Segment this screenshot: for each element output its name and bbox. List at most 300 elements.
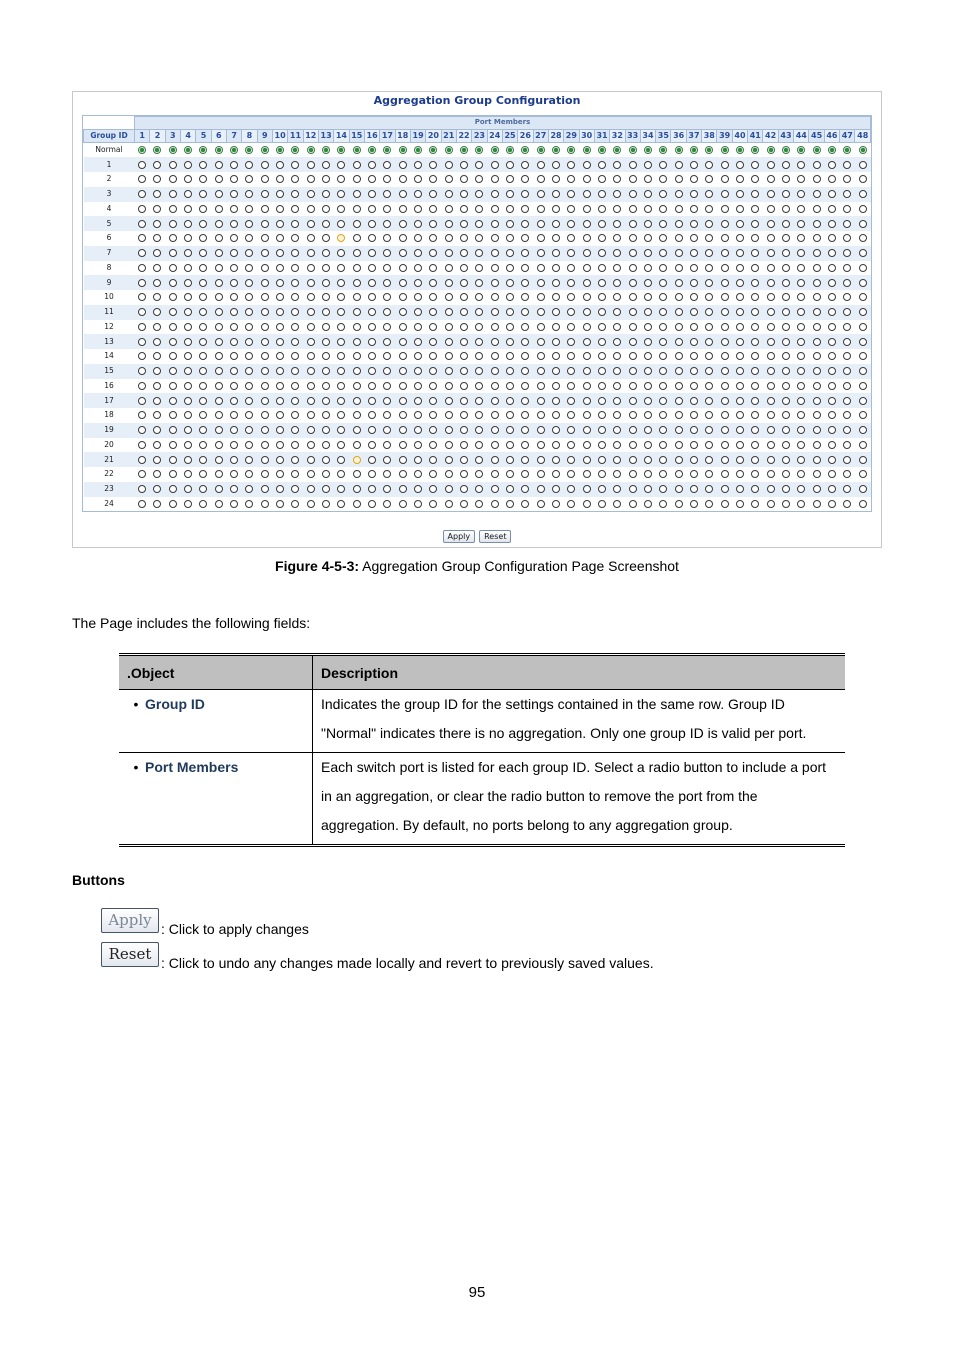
port-member-radio[interactable] xyxy=(583,190,591,198)
port-member-radio[interactable] xyxy=(245,175,253,183)
port-member-radio[interactable] xyxy=(690,308,698,316)
port-member-radio[interactable] xyxy=(521,161,529,169)
port-member-radio[interactable] xyxy=(859,338,867,346)
port-member-radio[interactable] xyxy=(230,234,238,242)
port-member-radio[interactable] xyxy=(767,456,775,464)
port-member-radio[interactable] xyxy=(813,397,821,405)
port-member-radio[interactable] xyxy=(521,426,529,434)
port-member-radio[interactable] xyxy=(414,382,422,390)
port-member-radio[interactable] xyxy=(644,470,652,478)
port-member-radio[interactable] xyxy=(598,323,606,331)
port-member-radio[interactable] xyxy=(690,190,698,198)
port-member-radio[interactable] xyxy=(598,367,606,375)
port-member-radio[interactable] xyxy=(721,279,729,287)
port-member-radio[interactable] xyxy=(537,411,545,419)
port-member-radio[interactable] xyxy=(460,352,468,360)
port-member-radio[interactable] xyxy=(138,175,146,183)
port-member-radio[interactable] xyxy=(337,190,345,198)
port-member-radio[interactable] xyxy=(138,220,146,228)
port-member-radio[interactable] xyxy=(583,367,591,375)
port-member-radio[interactable] xyxy=(613,293,621,301)
port-member-radio[interactable] xyxy=(828,175,836,183)
port-member-radio[interactable] xyxy=(506,411,514,419)
port-member-radio[interactable] xyxy=(383,367,391,375)
port-member-radio[interactable] xyxy=(552,397,560,405)
port-member-radio[interactable] xyxy=(337,456,345,464)
port-member-radio[interactable] xyxy=(445,382,453,390)
port-member-radio[interactable] xyxy=(782,308,790,316)
port-member-radio[interactable] xyxy=(460,367,468,375)
port-member-radio[interactable] xyxy=(169,485,177,493)
port-member-radio[interactable] xyxy=(828,234,836,242)
port-member-radio[interactable] xyxy=(813,352,821,360)
port-member-radio[interactable] xyxy=(675,426,683,434)
port-member-radio[interactable] xyxy=(460,382,468,390)
port-member-radio[interactable] xyxy=(291,220,299,228)
port-member-radio[interactable] xyxy=(506,161,514,169)
port-member-radio[interactable] xyxy=(337,308,345,316)
port-member-radio[interactable] xyxy=(782,397,790,405)
port-member-radio[interactable] xyxy=(613,382,621,390)
port-member-radio[interactable] xyxy=(797,470,805,478)
port-member-radio[interactable] xyxy=(567,175,575,183)
port-member-radio[interactable] xyxy=(322,293,330,301)
port-member-radio[interactable] xyxy=(245,352,253,360)
port-member-radio[interactable] xyxy=(552,264,560,272)
port-member-radio[interactable] xyxy=(813,308,821,316)
port-member-radio[interactable] xyxy=(414,397,422,405)
port-member-radio[interactable] xyxy=(629,279,637,287)
screenshot-apply-button[interactable]: Apply xyxy=(443,530,476,543)
port-member-radio[interactable] xyxy=(491,426,499,434)
port-member-radio[interactable] xyxy=(261,175,269,183)
port-member-radio[interactable] xyxy=(353,411,361,419)
port-member-radio[interactable] xyxy=(460,234,468,242)
port-member-radio[interactable] xyxy=(322,426,330,434)
port-member-radio[interactable] xyxy=(153,352,161,360)
port-member-radio[interactable] xyxy=(184,338,192,346)
port-member-radio[interactable] xyxy=(675,441,683,449)
port-member-radio[interactable] xyxy=(169,220,177,228)
port-member-radio[interactable] xyxy=(199,205,207,213)
port-member-radio[interactable] xyxy=(521,456,529,464)
port-member-radio[interactable] xyxy=(552,323,560,331)
port-member-radio[interactable] xyxy=(705,411,713,419)
port-member-radio[interactable] xyxy=(828,397,836,405)
port-member-radio[interactable] xyxy=(261,485,269,493)
port-member-radio[interactable] xyxy=(307,279,315,287)
port-member-radio[interactable] xyxy=(721,308,729,316)
port-member-radio[interactable] xyxy=(169,382,177,390)
port-member-radio[interactable] xyxy=(491,161,499,169)
port-member-radio[interactable] xyxy=(813,249,821,257)
port-member-radio[interactable] xyxy=(659,190,667,198)
port-member-radio[interactable] xyxy=(598,500,606,508)
port-member-radio[interactable] xyxy=(843,456,851,464)
port-member-radio[interactable] xyxy=(276,500,284,508)
port-member-radio[interactable] xyxy=(215,485,223,493)
port-member-radio[interactable] xyxy=(721,397,729,405)
port-member-radio[interactable] xyxy=(767,308,775,316)
port-member-radio[interactable] xyxy=(751,367,759,375)
port-member-radio[interactable] xyxy=(276,485,284,493)
port-member-radio[interactable] xyxy=(736,308,744,316)
port-member-radio[interactable] xyxy=(475,456,483,464)
port-member-radio[interactable] xyxy=(736,352,744,360)
port-member-radio[interactable] xyxy=(521,220,529,228)
port-member-radio[interactable] xyxy=(552,500,560,508)
port-member-radio[interactable] xyxy=(215,338,223,346)
port-member-radio[interactable] xyxy=(276,456,284,464)
port-member-radio[interactable] xyxy=(843,397,851,405)
port-member-radio[interactable] xyxy=(721,456,729,464)
port-member-radio[interactable] xyxy=(153,264,161,272)
port-member-radio[interactable] xyxy=(644,338,652,346)
port-member-radio[interactable] xyxy=(460,220,468,228)
port-member-radio[interactable] xyxy=(629,441,637,449)
port-member-radio[interactable] xyxy=(322,190,330,198)
port-member-radio[interactable] xyxy=(399,234,407,242)
port-member-radio[interactable] xyxy=(322,456,330,464)
port-member-radio[interactable] xyxy=(644,146,652,154)
port-member-radio[interactable] xyxy=(276,441,284,449)
port-member-radio[interactable] xyxy=(506,382,514,390)
port-member-radio[interactable] xyxy=(261,249,269,257)
port-member-radio[interactable] xyxy=(767,500,775,508)
port-member-radio[interactable] xyxy=(445,367,453,375)
port-member-radio[interactable] xyxy=(690,441,698,449)
port-member-radio[interactable] xyxy=(353,367,361,375)
port-member-radio[interactable] xyxy=(736,190,744,198)
port-member-radio[interactable] xyxy=(506,220,514,228)
port-member-radio[interactable] xyxy=(138,456,146,464)
port-member-radio[interactable] xyxy=(567,234,575,242)
port-member-radio[interactable] xyxy=(721,441,729,449)
port-member-radio[interactable] xyxy=(184,397,192,405)
port-member-radio[interactable] xyxy=(583,264,591,272)
port-member-radio[interactable] xyxy=(230,397,238,405)
port-member-radio[interactable] xyxy=(613,397,621,405)
port-member-radio[interactable] xyxy=(613,264,621,272)
port-member-radio[interactable] xyxy=(552,249,560,257)
port-member-radio[interactable] xyxy=(736,338,744,346)
port-member-radio[interactable] xyxy=(644,352,652,360)
port-member-radio[interactable] xyxy=(552,205,560,213)
port-member-radio[interactable] xyxy=(859,441,867,449)
port-member-radio[interactable] xyxy=(307,426,315,434)
port-member-radio[interactable] xyxy=(215,146,223,154)
port-member-radio[interactable] xyxy=(598,338,606,346)
port-member-radio[interactable] xyxy=(322,279,330,287)
port-member-radio[interactable] xyxy=(261,397,269,405)
port-member-radio[interactable] xyxy=(797,441,805,449)
port-member-radio[interactable] xyxy=(368,161,376,169)
port-member-radio[interactable] xyxy=(675,485,683,493)
port-member-radio[interactable] xyxy=(353,323,361,331)
port-member-radio[interactable] xyxy=(629,397,637,405)
port-member-radio[interactable] xyxy=(828,470,836,478)
port-member-radio[interactable] xyxy=(751,338,759,346)
port-member-radio[interactable] xyxy=(429,367,437,375)
port-member-radio[interactable] xyxy=(843,308,851,316)
port-member-radio[interactable] xyxy=(552,293,560,301)
port-member-radio[interactable] xyxy=(598,308,606,316)
port-member-radio[interactable] xyxy=(828,279,836,287)
port-member-radio[interactable] xyxy=(245,279,253,287)
port-member-radio[interactable] xyxy=(797,397,805,405)
port-member-radio[interactable] xyxy=(245,190,253,198)
port-member-radio[interactable] xyxy=(368,190,376,198)
port-member-radio[interactable] xyxy=(567,190,575,198)
port-member-radio[interactable] xyxy=(399,456,407,464)
port-member-radio[interactable] xyxy=(797,190,805,198)
port-member-radio[interactable] xyxy=(583,456,591,464)
port-member-radio[interactable] xyxy=(230,264,238,272)
port-member-radio[interactable] xyxy=(261,367,269,375)
port-member-radio[interactable] xyxy=(475,338,483,346)
port-member-radio[interactable] xyxy=(506,264,514,272)
port-member-radio[interactable] xyxy=(337,279,345,287)
port-member-radio[interactable] xyxy=(598,382,606,390)
port-member-radio[interactable] xyxy=(828,146,836,154)
port-member-radio[interactable] xyxy=(506,367,514,375)
port-member-radio[interactable] xyxy=(537,352,545,360)
port-member-radio[interactable] xyxy=(138,249,146,257)
port-member-radio[interactable] xyxy=(337,411,345,419)
port-member-radio[interactable] xyxy=(276,411,284,419)
port-member-radio[interactable] xyxy=(138,205,146,213)
port-member-radio[interactable] xyxy=(307,249,315,257)
port-member-radio[interactable] xyxy=(307,220,315,228)
port-member-radio[interactable] xyxy=(353,352,361,360)
port-member-radio[interactable] xyxy=(705,338,713,346)
port-member-radio[interactable] xyxy=(307,367,315,375)
port-member-radio[interactable] xyxy=(644,175,652,183)
port-member-radio[interactable] xyxy=(245,234,253,242)
port-member-radio[interactable] xyxy=(629,411,637,419)
port-member-radio[interactable] xyxy=(828,308,836,316)
port-member-radio[interactable] xyxy=(521,338,529,346)
port-member-radio[interactable] xyxy=(813,426,821,434)
port-member-radio[interactable] xyxy=(629,161,637,169)
port-member-radio[interactable] xyxy=(521,382,529,390)
port-member-radio[interactable] xyxy=(567,426,575,434)
port-member-radio[interactable] xyxy=(552,279,560,287)
port-member-radio[interactable] xyxy=(859,352,867,360)
port-member-radio[interactable] xyxy=(230,293,238,301)
port-member-radio[interactable] xyxy=(399,485,407,493)
port-member-radio[interactable] xyxy=(552,352,560,360)
port-member-radio[interactable] xyxy=(537,220,545,228)
port-member-radio[interactable] xyxy=(445,485,453,493)
port-member-radio[interactable] xyxy=(414,367,422,375)
port-member-radio[interactable] xyxy=(644,382,652,390)
port-member-radio[interactable] xyxy=(383,338,391,346)
port-member-radio[interactable] xyxy=(491,500,499,508)
port-member-radio[interactable] xyxy=(199,146,207,154)
port-member-radio[interactable] xyxy=(797,279,805,287)
port-member-radio[interactable] xyxy=(245,146,253,154)
port-member-radio[interactable] xyxy=(475,146,483,154)
port-member-radio[interactable] xyxy=(705,308,713,316)
port-member-radio[interactable] xyxy=(368,382,376,390)
port-member-radio[interactable] xyxy=(690,175,698,183)
port-member-radio[interactable] xyxy=(153,426,161,434)
port-member-radio[interactable] xyxy=(353,175,361,183)
port-member-radio[interactable] xyxy=(199,426,207,434)
port-member-radio[interactable] xyxy=(736,249,744,257)
port-member-radio[interactable] xyxy=(245,205,253,213)
port-member-radio[interactable] xyxy=(491,352,499,360)
port-member-radio[interactable] xyxy=(169,234,177,242)
port-member-radio[interactable] xyxy=(521,323,529,331)
port-member-radio[interactable] xyxy=(583,338,591,346)
port-member-radio[interactable] xyxy=(138,485,146,493)
port-member-radio[interactable] xyxy=(675,456,683,464)
port-member-radio[interactable] xyxy=(659,426,667,434)
port-member-radio[interactable] xyxy=(506,323,514,331)
port-member-radio[interactable] xyxy=(767,279,775,287)
port-member-radio[interactable] xyxy=(521,397,529,405)
port-member-radio[interactable] xyxy=(368,220,376,228)
port-member-radio[interactable] xyxy=(613,161,621,169)
port-member-radio[interactable] xyxy=(414,220,422,228)
port-member-radio[interactable] xyxy=(659,352,667,360)
port-member-radio[interactable] xyxy=(307,456,315,464)
port-member-radio[interactable] xyxy=(782,293,790,301)
port-member-radio[interactable] xyxy=(414,161,422,169)
port-member-radio[interactable] xyxy=(245,382,253,390)
port-member-radio[interactable] xyxy=(491,367,499,375)
port-member-radio[interactable] xyxy=(859,308,867,316)
port-member-radio[interactable] xyxy=(659,338,667,346)
port-member-radio[interactable] xyxy=(797,500,805,508)
port-member-radio[interactable] xyxy=(782,279,790,287)
port-member-radio[interactable] xyxy=(506,426,514,434)
port-member-radio[interactable] xyxy=(690,367,698,375)
port-member-radio[interactable] xyxy=(445,441,453,449)
port-member-radio[interactable] xyxy=(659,500,667,508)
port-member-radio[interactable] xyxy=(169,426,177,434)
port-member-radio[interactable] xyxy=(383,279,391,287)
port-member-radio[interactable] xyxy=(261,352,269,360)
port-member-radio[interactable] xyxy=(353,264,361,272)
port-member-radio[interactable] xyxy=(583,161,591,169)
port-member-radio[interactable] xyxy=(613,456,621,464)
port-member-radio[interactable] xyxy=(353,441,361,449)
port-member-radio[interactable] xyxy=(537,426,545,434)
port-member-radio[interactable] xyxy=(751,249,759,257)
apply-button[interactable]: Apply xyxy=(101,908,159,933)
port-member-radio[interactable] xyxy=(705,205,713,213)
port-member-radio[interactable] xyxy=(169,293,177,301)
port-member-radio[interactable] xyxy=(537,456,545,464)
port-member-radio[interactable] xyxy=(353,234,361,242)
port-member-radio[interactable] xyxy=(322,249,330,257)
port-member-radio[interactable] xyxy=(767,293,775,301)
port-member-radio[interactable] xyxy=(184,308,192,316)
port-member-radio[interactable] xyxy=(153,205,161,213)
port-member-radio[interactable] xyxy=(445,220,453,228)
port-member-radio[interactable] xyxy=(659,367,667,375)
port-member-radio[interactable] xyxy=(460,397,468,405)
port-member-radio[interactable] xyxy=(429,411,437,419)
port-member-radio[interactable] xyxy=(307,397,315,405)
port-member-radio[interactable] xyxy=(429,323,437,331)
port-member-radio[interactable] xyxy=(261,426,269,434)
port-member-radio[interactable] xyxy=(153,220,161,228)
port-member-radio[interactable] xyxy=(414,352,422,360)
port-member-radio[interactable] xyxy=(859,397,867,405)
port-member-radio[interactable] xyxy=(337,470,345,478)
port-member-radio[interactable] xyxy=(153,249,161,257)
port-member-radio[interactable] xyxy=(521,264,529,272)
port-member-radio[interactable] xyxy=(721,220,729,228)
port-member-radio[interactable] xyxy=(261,411,269,419)
port-member-radio[interactable] xyxy=(828,411,836,419)
port-member-radio[interactable] xyxy=(506,190,514,198)
port-member-radio[interactable] xyxy=(537,308,545,316)
port-member-radio[interactable] xyxy=(675,411,683,419)
port-member-radio[interactable] xyxy=(399,175,407,183)
port-member-radio[interactable] xyxy=(337,367,345,375)
port-member-radio[interactable] xyxy=(153,367,161,375)
port-member-radio[interactable] xyxy=(705,470,713,478)
port-member-radio[interactable] xyxy=(767,323,775,331)
port-member-radio[interactable] xyxy=(368,397,376,405)
port-member-radio[interactable] xyxy=(215,470,223,478)
port-member-radio[interactable] xyxy=(797,382,805,390)
port-member-radio[interactable] xyxy=(169,441,177,449)
port-member-radio[interactable] xyxy=(751,485,759,493)
port-member-radio[interactable] xyxy=(567,308,575,316)
port-member-radio[interactable] xyxy=(521,308,529,316)
port-member-radio[interactable] xyxy=(475,470,483,478)
port-member-radio[interactable] xyxy=(307,293,315,301)
port-member-radio[interactable] xyxy=(307,323,315,331)
port-member-radio[interactable] xyxy=(276,397,284,405)
port-member-radio[interactable] xyxy=(215,323,223,331)
port-member-radio[interactable] xyxy=(184,352,192,360)
port-member-radio[interactable] xyxy=(276,382,284,390)
port-member-radio[interactable] xyxy=(276,293,284,301)
port-member-radio[interactable] xyxy=(307,352,315,360)
port-member-radio[interactable] xyxy=(552,426,560,434)
port-member-radio[interactable] xyxy=(843,500,851,508)
port-member-radio[interactable] xyxy=(828,293,836,301)
port-member-radio[interactable] xyxy=(383,161,391,169)
port-member-radio[interactable] xyxy=(215,500,223,508)
port-member-radio[interactable] xyxy=(659,249,667,257)
port-member-radio[interactable] xyxy=(353,161,361,169)
port-member-radio[interactable] xyxy=(828,485,836,493)
port-member-radio[interactable] xyxy=(276,175,284,183)
port-member-radio[interactable] xyxy=(215,220,223,228)
port-member-radio[interactable] xyxy=(245,470,253,478)
port-member-radio[interactable] xyxy=(567,220,575,228)
port-member-radio[interactable] xyxy=(613,500,621,508)
port-member-radio[interactable] xyxy=(843,279,851,287)
port-member-radio[interactable] xyxy=(491,279,499,287)
port-member-radio[interactable] xyxy=(782,205,790,213)
port-member-radio[interactable] xyxy=(813,500,821,508)
port-member-radio[interactable] xyxy=(199,500,207,508)
port-member-radio[interactable] xyxy=(506,293,514,301)
port-member-radio[interactable] xyxy=(475,264,483,272)
port-member-radio[interactable] xyxy=(767,175,775,183)
port-member-radio[interactable] xyxy=(169,500,177,508)
port-member-radio[interactable] xyxy=(705,485,713,493)
